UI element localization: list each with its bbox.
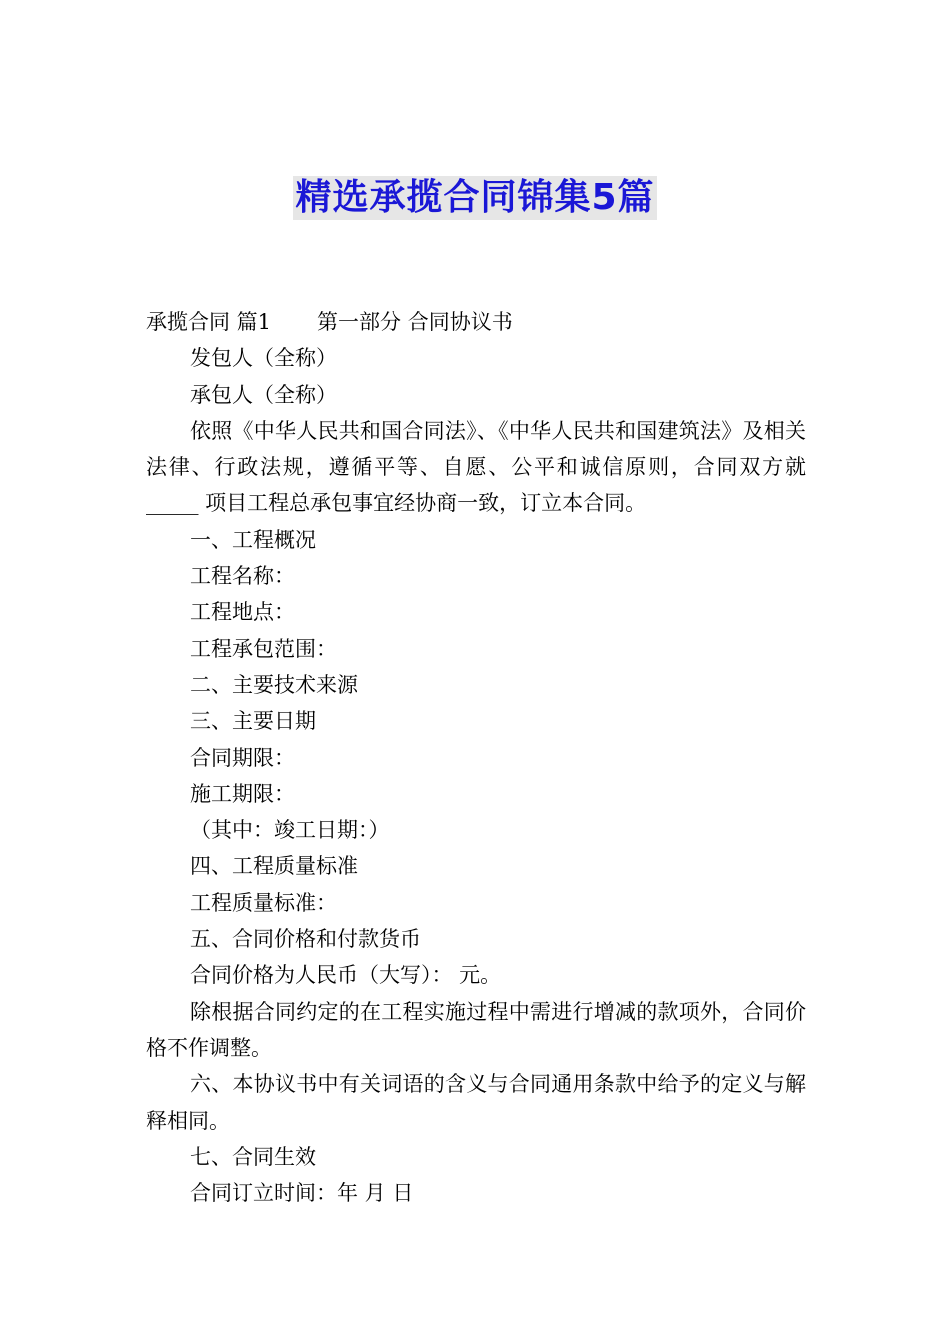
paragraph-section-6: 六、本协议书中有关词语的含义与合同通用条款中给予的定义与解释相同。 <box>146 1072 806 1133</box>
paragraph-contract-term: 合同期限： <box>190 745 295 770</box>
paragraph-quality-standard: 工程质量标准： <box>190 890 337 915</box>
paragraph-preamble: 依照《中华人民共和国合同法》、《中华人民共和国建筑法》及相关法律、行政法规，遵循平等、自愿、公平和诚信原则，合同双方就_____ 项目工程总承包事宜经协商一致，订立本合同。 <box>146 418 806 516</box>
part-heading: 第一部分 合同协议书 <box>317 310 513 334</box>
paragraph-section-1: 一、工程概况 <box>190 527 316 552</box>
section-label: 承揽合同 篇1 <box>146 310 272 334</box>
title-container <box>0 176 950 220</box>
paragraph-section-7: 七、合同生效 <box>190 1144 316 1169</box>
paragraph-contractor: 承包人（全称） <box>190 382 337 407</box>
paragraph-section-4: 四、工程质量标准 <box>190 854 358 879</box>
paragraph-section-5: 五、合同价格和付款货币 <box>190 927 421 952</box>
paragraph-project-name: 工程名称： <box>190 564 295 589</box>
paragraph-construction-term: 施工期限： <box>190 781 295 806</box>
document-title: 精选承揽合同锦集5篇 <box>295 177 655 218</box>
paragraph-project-location: 工程地点： <box>190 600 295 625</box>
paragraph-signing-date: 合同订立时间：年 月 日 <box>190 1181 414 1206</box>
paragraph-section-3: 三、主要日期 <box>190 709 316 734</box>
paragraph-completion-date: （其中：竣工日期：） <box>190 818 390 843</box>
paragraph-price-adjustment: 除根据合同约定的在工程实施过程中需进行增减的款项外，合同价格不作调整。 <box>146 999 806 1060</box>
document-body <box>146 304 806 1211</box>
section-heading-line <box>146 304 806 340</box>
paragraph-contract-price: 合同价格为人民币（大写）： 元。 <box>190 963 502 988</box>
paragraph-section-2: 二、主要技术来源 <box>190 672 358 697</box>
paragraph-employer: 发包人（全称） <box>190 346 337 371</box>
paragraph-project-scope: 工程承包范围： <box>190 636 337 661</box>
